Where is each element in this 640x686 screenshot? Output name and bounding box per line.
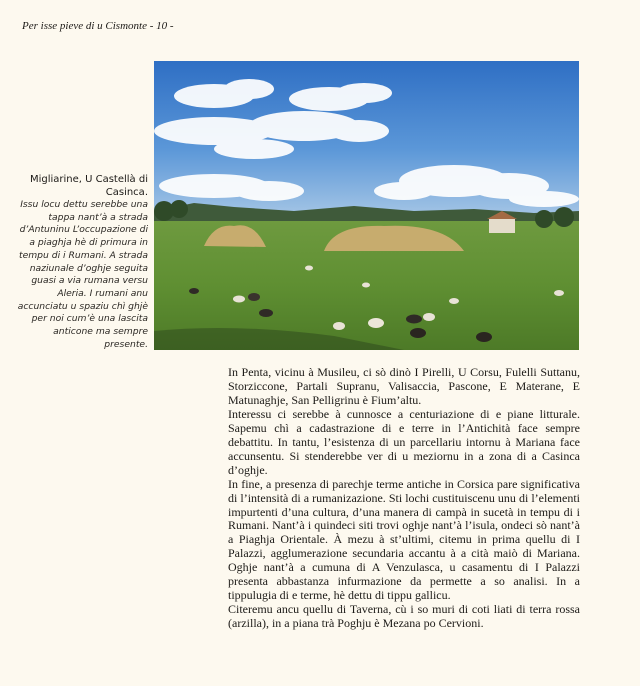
photo-caption [14,173,148,351]
caption-body: Issu locu dettu serebbe una tappa nant’à a strada d’Antuninu L’occupazione di a piaghja hè di primura in tempu di i Rumani. A strada naziunale d’oghje seguita guasi a via rumana versu Aleria. I rumani anu accunciatu u spaziu chì ghjè per noi cum’è una lascita anticone ma sempre presente. [17,199,148,350]
body-text [228,366,580,631]
paragraph: Interessu ci serebbe à cunnosce a centuriazione di e piane litturale. Sapemu chì a cadastrazione di e terre in l’Antichità face sempre debattitu. In tantu, l’esistenza di un parcellariu intornu à Mariana face accunsentu. Si stenderebbe ver di u meziornu in a zona di a Casinca d’oghje. [228,406,580,477]
paragraph: In fine, a presenza di parechje terme antiche in Corsica pare significativa di l’intensità di a rumanizazione. Sti lochi custituiscenu unu di l’elementi impurtenti d’una cultura, d’una manera di campà in sucetà in tempu di i Rumani. Nant’à i quindeci siti trovi oghje nant’à l’isula, ondeci sò nant’à a Piaghja Orientale. À mezu à st’ultimi, citemu in prima quellu di I Palazzi, agglumerazione secundaria accantu à a cità maiò di Mariana. Oghje nant’à a cumuna di A Venzulasca, u casamentu di I Palazzi presenta abbastanza infurmazione da permette a so analisi. In a tippulugia di e terme, hè dettu di tippu gallicu. [228,476,580,603]
running-head: Per isse pieve di u Cismonte - 10 - [22,20,174,32]
paragraph: Citeremu ancu quellu di Taverna, cù i so muri di coti liati di terra rossa (arzilla), in a piana trà Poghju è Mezana po Cervioni. [228,602,580,631]
landscape-photo [154,61,579,350]
paragraph: In Penta, vicinu à Musileu, ci sò dinò I Pirelli, U Corsu, Fulelli Suttanu, Storziccone, Partali Supranu, Valisaccia, Pascone, E Materane, E Matunaghje, San Pelligrinu è Fium’altu. [228,365,580,407]
caption-title: Migliarine, U Castellà di Casinca. [29,174,148,198]
